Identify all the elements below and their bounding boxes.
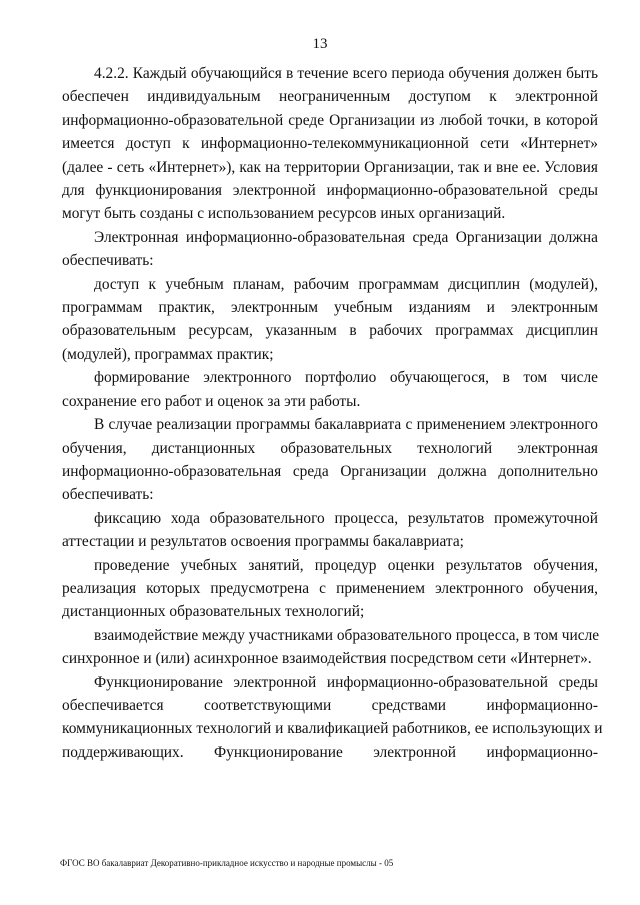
paragraph bbox=[62, 62, 598, 226]
text-line: обучения, дистанционных образовательных технологий электронная bbox=[62, 439, 598, 457]
text-line: реализация которых предусмотрена с применением электронного обучения, bbox=[62, 579, 598, 597]
text-line: обеспечивать: bbox=[62, 486, 154, 504]
text-line: информационно-образовательная среда Организации должна дополнительно bbox=[62, 462, 598, 480]
text-line: формирование электронного портфолио обучающегося, в том числе bbox=[94, 369, 598, 387]
text-line: доступ к учебным планам, рабочим программам дисциплин (модулей), bbox=[94, 275, 598, 293]
text-line: поддерживающих. Функционирование электронной информационно- bbox=[62, 743, 598, 761]
footer-text: ФГОС ВО бакалавриат Декоративно-прикладное искусство и народные промыслы - 05 bbox=[60, 858, 394, 868]
paragraph bbox=[62, 226, 598, 273]
text-line: Функционирование электронной информационно-образовательной среды bbox=[94, 673, 598, 691]
text-line: обеспечивается соответствующими средствами информационно- bbox=[62, 696, 598, 714]
text-line: информационно-образовательной среде Организации из любой точки, в которой bbox=[62, 111, 598, 129]
text-line: проведение учебных занятий, процедур оценки результатов обучения, bbox=[94, 556, 598, 574]
text-line: обеспечен индивидуальным неограниченным доступом к электронной bbox=[62, 88, 598, 106]
paragraph bbox=[62, 507, 598, 554]
paragraph bbox=[62, 554, 598, 624]
text-line: образовательным ресурсам, указанным в рабочих программах дисциплин bbox=[62, 322, 598, 340]
text-line: В случае реализации программы бакалавриата с применением электронного bbox=[94, 416, 598, 434]
paragraph bbox=[62, 413, 598, 507]
paragraph bbox=[62, 366, 598, 413]
text-line: для функционирования электронной информационно-образовательной среды bbox=[62, 182, 598, 200]
text-line: коммуникационных технологий и квалификацией работников, ее использующих и bbox=[62, 720, 603, 738]
text-line: сохранение его работ и оценок за эти работы. bbox=[62, 392, 361, 410]
text-line: фиксацию хода образовательного процесса, результатов промежуточной bbox=[94, 509, 598, 527]
paragraph bbox=[62, 273, 598, 367]
text-line: дистанционных образовательных технологий; bbox=[62, 603, 365, 621]
text-line: Электронная информационно-образовательная среда Организации должна bbox=[94, 228, 598, 246]
text-line: синхронное и (или) асинхронное взаимодействия посредством сети «Интернет». bbox=[62, 650, 592, 668]
text-line: программам практик, электронным учебным изданиям и электронным bbox=[62, 299, 598, 317]
text-line: аттестации и результатов освоения программы бакалавриата; bbox=[62, 533, 464, 551]
text-line: 4.2.2. Каждый обучающийся в течение всего периода обучения должен быть bbox=[94, 65, 598, 82]
text-line: (модулей), программах практик; bbox=[62, 345, 274, 363]
text-line: (далее - сеть «Интернет»), как на территории Организации, так и вне ее. Условия bbox=[62, 158, 598, 176]
page-number: 13 bbox=[312, 36, 328, 52]
text-line: обеспечивать: bbox=[62, 252, 154, 270]
text-line: могут быть созданы с использованием ресурсов иных организаций. bbox=[62, 205, 506, 223]
paragraph bbox=[62, 624, 598, 671]
text-line: имеется доступ к информационно-телекоммуникационной сети «Интернет» bbox=[62, 135, 598, 153]
body-text bbox=[62, 62, 603, 764]
text-line: взаимодействие между участниками образовательного процесса, в том числе bbox=[94, 626, 600, 644]
paragraph bbox=[62, 671, 603, 765]
